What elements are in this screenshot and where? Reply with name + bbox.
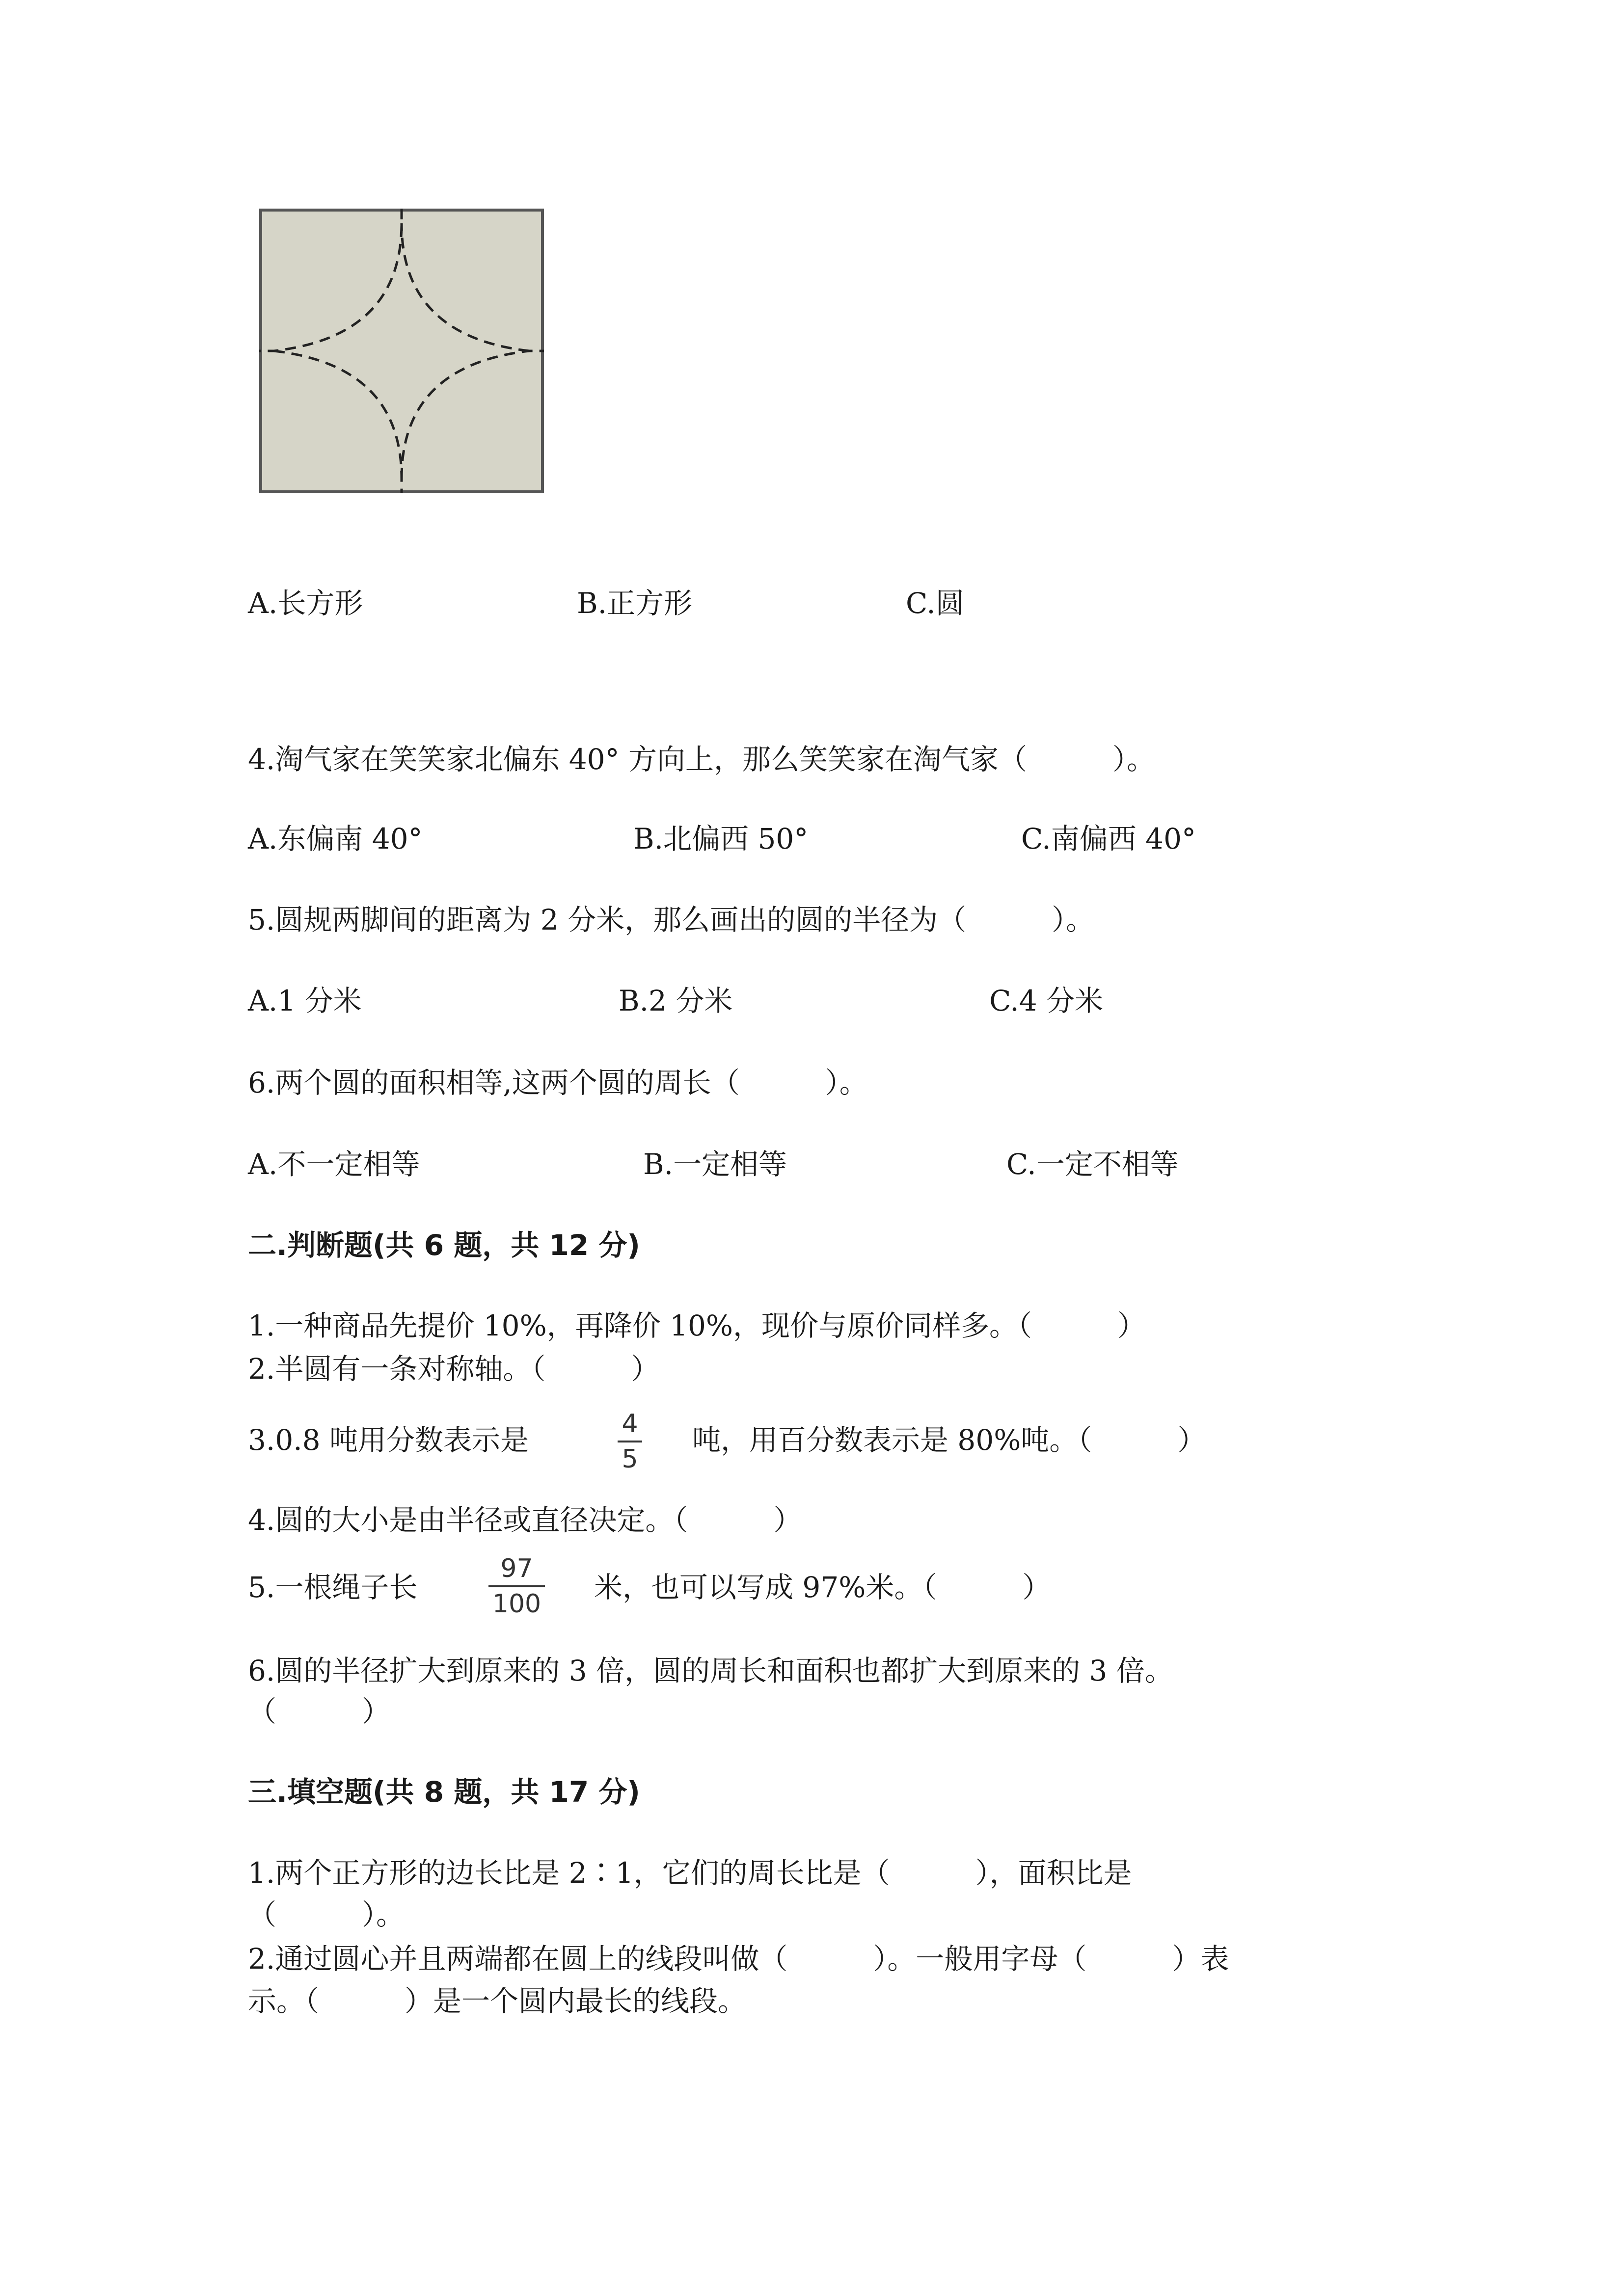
- fill-q2-line1: 2.通过圆心并且两端都在圆上的线段叫做（ ）。一般用字母（ ）表: [248, 1942, 1229, 1976]
- q6-question: 6.两个圆的面积相等,这两个圆的周长（ ）。: [248, 1066, 868, 1099]
- q3-option-b[interactable]: B.正方形: [577, 587, 693, 620]
- fraction-denominator: 5: [622, 1444, 638, 1474]
- q6-option-c[interactable]: C.一定不相等: [1006, 1148, 1179, 1181]
- fill-q1-line2: （ ）。: [248, 1898, 405, 1931]
- tf-q3-fraction: [618, 1411, 642, 1472]
- q4-option-c[interactable]: C.南偏西 40°: [1021, 822, 1196, 855]
- tf-q3-text-after: 吨，用百分数表示是 80%吨。（ ）: [692, 1423, 1206, 1457]
- q6-option-b[interactable]: B.一定相等: [643, 1148, 787, 1181]
- fill-q2-line2: 示。（ ）是一个圆内最长的线段。: [248, 1984, 747, 2018]
- q4-option-a[interactable]: A.东偏南 40°: [248, 822, 423, 855]
- fraction-denominator: 100: [492, 1589, 541, 1619]
- q5-option-a[interactable]: A.1 分米: [248, 984, 362, 1017]
- tf-q3-text: 3.0.8 吨用分数表示是: [248, 1423, 529, 1457]
- q6-option-a[interactable]: A.不一定相等: [248, 1148, 420, 1181]
- tf-q5-fraction: [488, 1556, 545, 1617]
- q5-option-c[interactable]: C.4 分米: [989, 984, 1104, 1017]
- tf-q1: 1.一种商品先提价 10%，再降价 10%，现价与原价同样多。（ ）: [248, 1309, 1146, 1342]
- fill-q1-line1: 1.两个正方形的边长比是 2∶1，它们的周长比是（ ），面积比是: [248, 1856, 1132, 1890]
- tf-q5-text-after: 米，也可以写成 97%米。（ ）: [594, 1571, 1051, 1604]
- tf-q6-line1: 6.圆的半径扩大到原来的 3 倍，圆的周长和面积也都扩大到原来的 3 倍。: [248, 1654, 1173, 1687]
- tf-q4: 4.圆的大小是由半径或直径决定。（ ）: [248, 1503, 802, 1537]
- q4-option-b[interactable]: B.北偏西 50°: [633, 822, 809, 855]
- fraction-numerator: 97: [500, 1554, 533, 1583]
- section3-title: 三.填空题(共 8 题，共 17 分): [248, 1775, 640, 1809]
- q5-question: 5.圆规两脚间的距离为 2 分米，那么画出的圆的半径为（ ）。: [248, 903, 1095, 936]
- fraction-bar: [618, 1441, 642, 1442]
- q4-question: 4.淘气家在笑笑家北偏东 40° 方向上，那么笑笑家在淘气家（ ）。: [248, 743, 1156, 776]
- q5-option-b[interactable]: B.2 分米: [619, 984, 733, 1017]
- fraction-numerator: 4: [622, 1409, 638, 1439]
- q3-option-a[interactable]: A.长方形: [248, 587, 363, 620]
- tf-q5-text: 5.一根绳子长: [248, 1571, 418, 1604]
- tf-q2: 2.半圆有一条对称轴。（ ）: [248, 1352, 660, 1386]
- section2-title: 二.判断题(共 6 题，共 12 分): [248, 1228, 640, 1262]
- square-dashed-star-figure: [259, 209, 544, 493]
- figure-square: [261, 210, 542, 492]
- q3-option-c[interactable]: C.圆: [906, 587, 964, 620]
- fraction-bar: [488, 1585, 545, 1587]
- tf-q6-line2: （ ）: [248, 1695, 391, 1728]
